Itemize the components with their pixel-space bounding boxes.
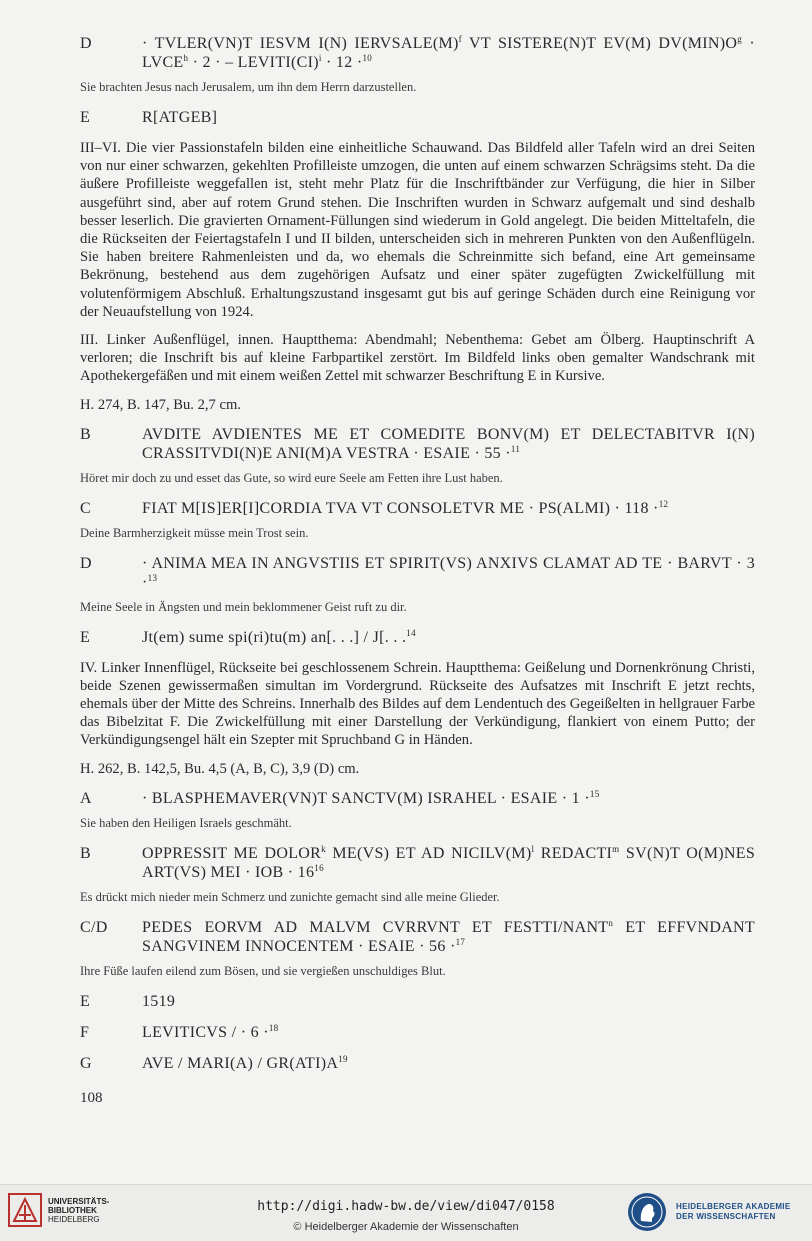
entry-label: D — [80, 554, 92, 572]
entry-text: · ANIMA MEA IN ANGVSTIIS ET SPIRIT(VS) ANXIVS CLAMAT AD TE · BARVT · 3 ·$^{13}$ — [142, 554, 755, 591]
inscription-entry — [80, 1023, 755, 1042]
entry-text: LEVITICVS / · 6 ·$^{18}$ — [142, 1022, 279, 1041]
entry-text: OPPRESSIT ME DOLOR$^k$ ME(VS) ET AD $NICILV(M)^l$ REDACTI$^m$ SV(N)T O(M)NES ART(VS) MEI · IOB · $16^{16}$ — [142, 843, 756, 881]
entry-text: PEDES EORVM AD MALVM CVRRVNT ET FESTTI/NANT$^n$ ET EFFVNDANT SANGVINEM INNOCENTEM · ESAIE · 56 ·$^{17}$ — [142, 917, 755, 955]
inscription-entry — [80, 918, 755, 956]
entry-text: R[ATGEB] — [142, 109, 218, 126]
logo-text-line: UNIVERSITÄTS- — [48, 1196, 110, 1206]
translation: Sie haben den Heiligen Israels geschmäht. — [80, 815, 292, 830]
logo-text-line: DER WISSENSCHAFTEN — [676, 1212, 776, 1221]
entry-text: AVDITE AVDIENTES ME ET COMEDITE BONV(M) ET DELECTABITVR I(N) CRASSITVDI(N)E ANI(M)A VESTRA · ESAIE · 55 ·$^{11}$ — [142, 425, 755, 462]
entry-label: E — [80, 628, 91, 646]
inscription-entry — [80, 425, 755, 463]
entry-label: A — [80, 789, 92, 807]
translation: Sie brachten Jesus nach Jerusalem, um ihn dem Herrn darzustellen. — [80, 80, 417, 94]
entry-text: AVE / MARI(A) / $GR(ATI)A^{19}$ — [142, 1053, 348, 1072]
inscription-entry — [80, 554, 755, 592]
entry-label: F — [80, 1023, 90, 1041]
inscription-entry — [80, 628, 755, 647]
description-paragraph: III–VI. Die vier Passionstafeln bilden eine einheitliche Schauwand. Das Bildfeld aller Tafeln wird an drei Seiten von nur einer schwarzen, gekehlten Profilleiste umzogen, die unten auf einem schwarzen Schrägsims steht. Da die äußere Profilleiste weggefallen ist, steht mehr Platz für die Inschriftbänder zur Verfügung, die hier in Silber ausgeführt sind, aber auf rotem Grund stehen. Die Inschriften wurden in Schwarz aufgemalt und sind deshalb besser leserlich. Die gravierten Ornament-Füllungen sind wiederum in Gold angelegt. Die beiden Mitteltafeln, die die Rückseiten der Feiertagstafeln I und II bilden, unterscheiden sich in mehreren Punkten von den Außenflügeln. Sie haben breitere Rahmenleisten und da, wo ehemals die Schreinmitte sich befand, eine Art gemeinsame Bekrönung, bestehend aus dem zugehörigen Aufsatz und einer später zugefügten Zwickelfüllung mit volutenförmigem Abschluß. Erhaltungszustand insgesamt gut bis auf geringe Schäden durch eine Reinigung vor der Neuaufstellung von 1924. — [80, 140, 755, 320]
page-url-link[interactable]: http://digi.hadw-bw.de/view/di047/0158 — [257, 1199, 555, 1214]
entry-label: G — [80, 1054, 92, 1072]
entry-label: C/D — [80, 918, 108, 936]
entry-text: · BLASPHEMAVER(VN)T SANCTV(M) ISRAHEL · ESAIE · 1 ·$^{15}$ — [142, 788, 600, 807]
academy-medallion-icon — [626, 1191, 668, 1233]
copyright-text: © Heidelberger Akademie der Wissenschaften — [293, 1221, 519, 1233]
logo-text-line: HEIDELBERGER AKADEMIE — [676, 1202, 791, 1211]
measurements: H. 274, B. 147, Bu. 2,7 cm. — [80, 396, 241, 413]
entry-text: FIAT M[IS]ER[I]CORDIA TVA VT CONSOLETVR ME · PS(ALMI) · 118 ·$^{12}$ — [142, 498, 669, 517]
translation: Es drückt mich nieder mein Schmerz und zunichte gemacht sind alle meine Glieder. — [80, 889, 500, 904]
entry-label: D — [80, 35, 92, 52]
inscription-entry — [80, 108, 755, 127]
entry-text: Jt(em) sume spi(ri)tu(m) an[. . .] / J[. . .$^{14}$ — [142, 627, 416, 646]
document-page — [80, 34, 755, 1073]
entry-label: C — [80, 499, 91, 517]
logo-text-line: HEIDELBERG — [48, 1214, 100, 1224]
translation: Höret mir doch zu und esset das Gute, so wird eure Seele am Fetten ihre Lust haben. — [80, 470, 503, 485]
viewer-footer — [0, 1184, 812, 1241]
entry-text: 1519 — [142, 992, 176, 1010]
description-paragraph: IV. Linker Innenflügel, Rückseite bei geschlossenem Schrein. Hauptthema: Geißelung und Dornenkrönung Christi, beide Szenen gewissermaßen simultan im Vordergrund. Rückseite des Aufsatzes mit Inschrift E jetzt rechts, ehemals über der Mitte des Schreins. Innerhalb des Bildes auf dem Lendentuch des Gegeißelten in hellgrauer Farbe das Bibelzitat F. Die Zwickelfüllung mit einer Darstellung der Verkündigung, flankiert von einem Putto; der Verkündigungsengel hält ein Szepter mit Spruchband G in Händen. — [80, 659, 755, 749]
inscription-entry — [80, 992, 755, 1011]
entry-text: · TVLER(VN)T IESVM I(N) $IERVSALE(M)^f$ VT SISTERE(N)T EV(M) $DV(MIN)O^g$ · $LVCE^h \cdot 2$ · – LEVITI(CI)$^i$ · 12 ·$^{10}$ — [142, 34, 755, 71]
measurements: H. 262, B. 142,5, Bu. 4,5 (A, B, C), 3,9 (D) cm. — [80, 760, 360, 777]
inscription-entry — [80, 789, 755, 808]
academy-logo[interactable] — [626, 1191, 790, 1233]
inscription-entry — [80, 34, 755, 72]
translation: Ihre Füße laufen eilend zum Bösen, und sie vergießen unschuldiges Blut. — [80, 963, 446, 978]
entry-label: E — [80, 109, 91, 126]
inscription-entry — [80, 1054, 755, 1073]
translation: Deine Barmherzigkeit müsse mein Trost sein. — [80, 525, 309, 540]
page-number: 108 — [80, 1090, 103, 1106]
entry-label: B — [80, 425, 91, 443]
description-paragraph: III. Linker Außenflügel, innen. Hauptthema: Abendmahl; Nebenthema: Gebet am Ölberg. Hauptinschrift A verloren; die Inschrift bis auf kleine Farbpartikel zerstört. Im Bildfeld links oben gemalter Wandschrank mit Apothekergefäßen und mit einem weißen Zettel mit schwarzer Beschriftung E in Kursive. — [80, 332, 755, 385]
inscription-entry — [80, 844, 755, 882]
entry-label: B — [80, 844, 91, 862]
logo-text-line: BIBLIOTHEK — [48, 1205, 97, 1215]
inscription-entry — [80, 499, 755, 518]
translation: Meine Seele in Ängsten und mein beklommener Geist ruft zu dir. — [80, 599, 407, 614]
entry-label: E — [80, 992, 91, 1010]
